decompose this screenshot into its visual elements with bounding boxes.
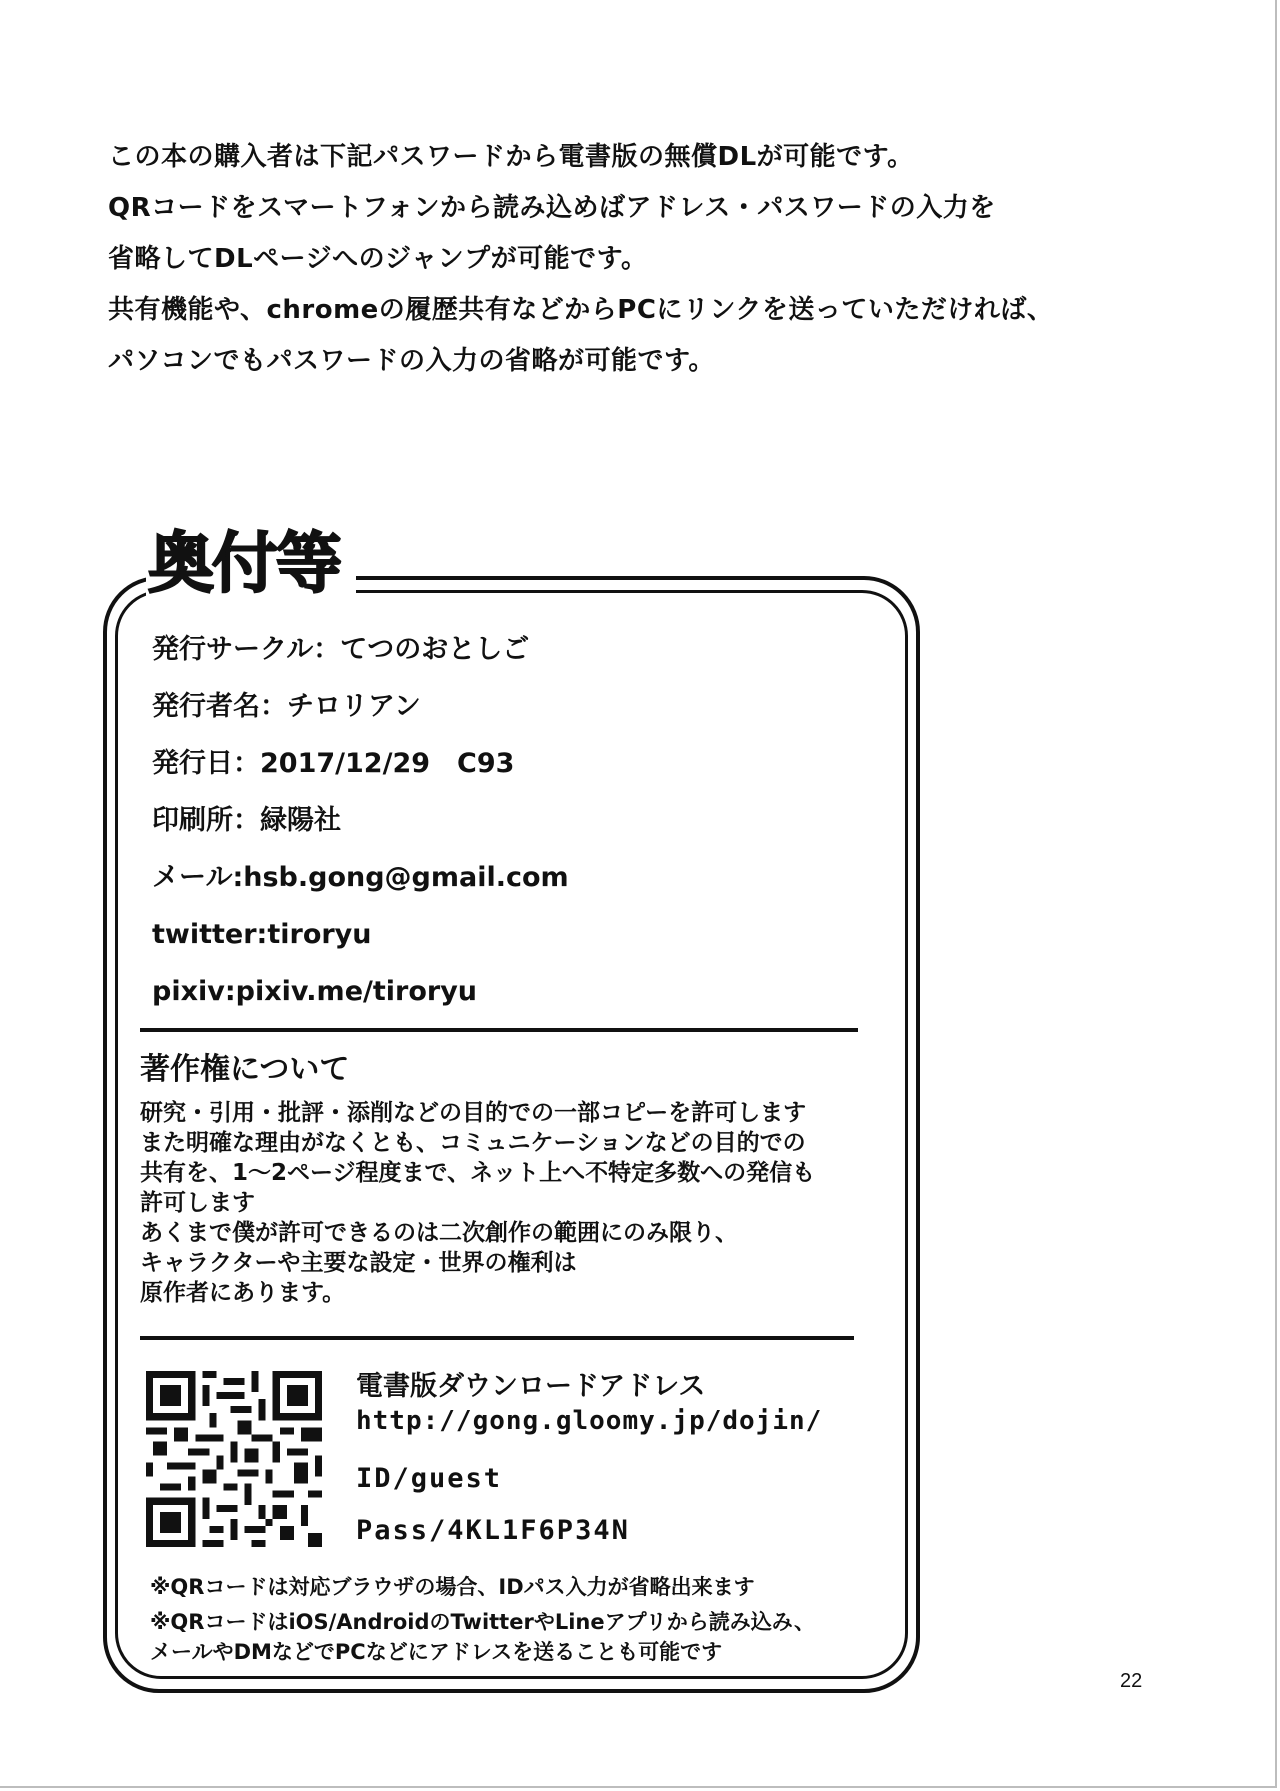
copyright-heading: 著作権について	[140, 1052, 350, 1087]
qr-code-icon	[146, 1371, 322, 1547]
pixiv-link: pixiv:pixiv.me/tiroryu	[152, 976, 478, 1007]
intro-line: QRコードをスマートフォンから読み込めばアドレス・パスワードの入力を	[108, 193, 996, 223]
twitter-handle: twitter:tiroryu	[152, 919, 372, 950]
qr-notes	[150, 1572, 890, 1667]
publisher-name: 発行者名：チロリアン	[152, 691, 421, 722]
colophon-info	[152, 626, 872, 1025]
note-line: メールやDMなどでPCなどにアドレスを送ることも可能です	[150, 1640, 723, 1664]
intro-line: 省略してDLページへのジャンプが可能です。	[108, 244, 648, 274]
divider	[140, 1336, 854, 1340]
circle-name: 発行サークル：てつのおとしご	[152, 634, 530, 665]
copyright-line: 原作者にあります。	[140, 1280, 346, 1306]
colophon-title: 奥付等	[148, 525, 340, 602]
intro-line: パソコンでもパスワードの入力の省略が可能です。	[108, 346, 715, 376]
download-info	[356, 1370, 876, 1546]
download-url-link[interactable]: http://gong.gloomy.jp/dojin/	[356, 1406, 823, 1436]
copyright-body	[140, 1098, 870, 1308]
page-number: 22	[1120, 1670, 1143, 1692]
copyright-line: 許可します	[140, 1190, 255, 1216]
copyright-line: あくまで僕が許可できるのは二次創作の範囲にのみ限り、	[140, 1220, 738, 1246]
download-password: Pass/4KL1F6P34N	[356, 1515, 630, 1546]
intro-text	[108, 132, 1108, 387]
publish-date: 発行日：2017/12/29 C93	[152, 748, 515, 779]
note-line: ※QRコードは対応ブラウザの場合、IDパス入力が省略出来ます	[150, 1575, 755, 1599]
download-label: 電書版ダウンロードアドレス	[356, 1371, 706, 1402]
copyright-line: 共有を、1～2ページ程度まで、ネット上へ不特定多数への発信も	[140, 1160, 816, 1186]
download-id: ID/guest	[356, 1463, 503, 1494]
copyright-line: キャラクターや主要な設定・世界の権利は	[140, 1250, 577, 1276]
email: メール:hsb.gong@gmail.com	[152, 862, 569, 893]
intro-line: 共有機能や、chromeの履歴共有などからPCにリンクを送っていただければ、	[108, 295, 1054, 325]
note-line: ※QRコードはiOS/AndroidのTwitterやLineアプリから読み込み、	[150, 1610, 816, 1634]
intro-line: この本の購入者は下記パスワードから電書版の無償DLが可能です。	[108, 142, 914, 172]
printer: 印刷所：緑陽社	[152, 805, 341, 836]
copyright-line: また明確な理由がなくとも、コミュニケーションなどの目的での	[140, 1130, 806, 1156]
divider	[140, 1028, 858, 1032]
copyright-line: 研究・引用・批評・添削などの目的での一部コピーを許可します	[140, 1100, 807, 1126]
